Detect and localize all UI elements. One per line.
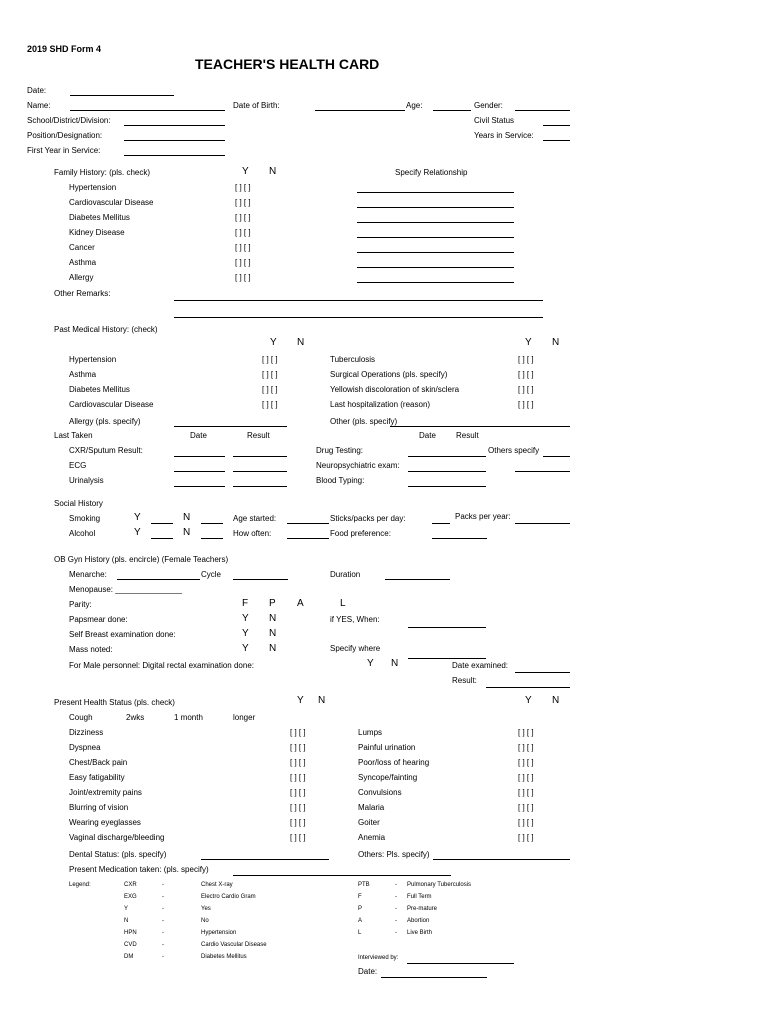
- family-history-title: Family History: (pls. check): [54, 168, 151, 177]
- checkbox-pair[interactable]: [ ] [ ]: [518, 773, 534, 782]
- legend-meaning: Hypertension: [201, 930, 237, 936]
- phs-item-label: Malaria: [358, 803, 385, 812]
- papsmear-label: Papsmear done:: [69, 615, 128, 624]
- legend-dash: -: [162, 942, 164, 948]
- checkbox-pair[interactable]: [ ] [ ]: [290, 788, 306, 797]
- checkbox-pair[interactable]: [ ] [ ]: [262, 355, 278, 364]
- checkbox-pair[interactable]: [ ] [ ]: [518, 788, 534, 797]
- interviewed-by-field[interactable]: [407, 963, 514, 964]
- drug-testing-label: Drug Testing:: [316, 446, 363, 455]
- relationship-field[interactable]: [357, 252, 514, 253]
- if-yes-field[interactable]: [408, 627, 486, 628]
- school-field[interactable]: [124, 125, 225, 126]
- legend-abbr: HPN: [124, 930, 137, 936]
- legend-meaning: Chest X-ray: [201, 882, 233, 888]
- other-label: Other (pls. specify): [330, 417, 398, 426]
- legend-dash: -: [162, 894, 164, 900]
- gender-label: Gender:: [474, 101, 503, 110]
- phs-item-label: Easy fatigability: [69, 773, 125, 782]
- phs-item-label: Goiter: [358, 818, 380, 827]
- checkbox-pair[interactable]: [ ] [ ]: [290, 728, 306, 737]
- family-item-label: Diabetes Mellitus: [69, 213, 130, 222]
- smoking-y-field[interactable]: [151, 523, 173, 524]
- pmh-item-label: Surgical Operations (pls. specify): [330, 370, 448, 379]
- age-field[interactable]: [433, 110, 471, 111]
- if-yes-label: if YES, When:: [330, 615, 380, 624]
- others-specify-label: Others specify: [488, 446, 540, 455]
- checkbox-pair[interactable]: [ ] [ ]: [518, 833, 534, 842]
- present-medication-label: Present Medication taken: (pls. specify): [69, 865, 209, 874]
- food-preference-label: Food preference:: [330, 529, 391, 538]
- result-header: Result: [247, 431, 270, 440]
- legend-meaning: Yes: [201, 906, 211, 912]
- ob-gyn-title: OB Gyn History (pls. encircle) (Female Teachers): [54, 555, 229, 564]
- position-label: Position/Designation:: [27, 131, 103, 140]
- position-field[interactable]: [124, 140, 225, 141]
- footer-date-field[interactable]: [381, 977, 487, 978]
- legend-abbr: P: [358, 906, 363, 912]
- family-item-label: Asthma: [69, 258, 97, 267]
- relationship-field[interactable]: [357, 222, 514, 223]
- checkbox-pair[interactable]: [ ] [ ]: [235, 258, 251, 267]
- checkbox-pair[interactable]: [ ] [ ]: [518, 818, 534, 827]
- legend-abbr: L: [358, 930, 362, 936]
- family-n-header: N: [269, 166, 277, 177]
- pmh-n-header: N: [552, 337, 560, 348]
- legend-abbr: DM: [124, 954, 134, 960]
- parity-l: L: [340, 598, 346, 609]
- other-field[interactable]: [390, 426, 570, 427]
- food-preference-field[interactable]: [432, 538, 487, 539]
- checkbox-pair[interactable]: [ ] [ ]: [235, 213, 251, 222]
- phs-y-header: Y: [297, 695, 304, 706]
- form-number: 2019 SHD Form 4: [27, 44, 102, 54]
- checkbox-pair[interactable]: [ ] [ ]: [290, 758, 306, 767]
- legend-dash: -: [395, 918, 397, 924]
- family-item-label: Cardiovascular Disease: [69, 198, 154, 207]
- checkbox-pair[interactable]: [ ] [ ]: [290, 833, 306, 842]
- packs-year-field[interactable]: [515, 523, 570, 524]
- legend-dash: -: [162, 906, 164, 912]
- family-item-label: Hypertension: [69, 183, 117, 192]
- last-taken-label: CXR/Sputum Result:: [69, 446, 143, 455]
- phs-item-label: Dizziness: [69, 728, 104, 737]
- breast-exam-n: N: [269, 628, 277, 639]
- papsmear-y: Y: [242, 613, 249, 624]
- parity-p: P: [269, 598, 276, 609]
- legend-meaning: No: [201, 918, 209, 924]
- legend-meaning: Pulmonary Tuberculosis: [407, 882, 472, 888]
- name-field[interactable]: [70, 110, 225, 111]
- date-label: Date:: [27, 86, 47, 95]
- dental-status-field[interactable]: [201, 859, 329, 860]
- school-label: School/District/Division:: [27, 116, 111, 125]
- neuro-exam-label: Neuropsychiatric exam:: [316, 461, 400, 470]
- how-often-field[interactable]: [287, 538, 329, 539]
- checkbox-pair[interactable]: [ ] [ ]: [235, 228, 251, 237]
- mass-noted-n: N: [269, 643, 277, 654]
- past-medical-history-title: Past Medical History: (check): [54, 325, 158, 334]
- papsmear-n: N: [269, 613, 277, 624]
- relationship-field[interactable]: [357, 267, 514, 268]
- pmh-item-label: Hypertension: [69, 355, 117, 364]
- specify-where-label: Specify where: [330, 644, 381, 653]
- dob-field[interactable]: [315, 110, 405, 111]
- civil-status-field[interactable]: [543, 125, 570, 126]
- blood-typing-field[interactable]: [408, 486, 486, 487]
- legend-abbr: N: [124, 918, 129, 924]
- last-taken-label: Urinalysis: [69, 476, 104, 485]
- checkbox-pair[interactable]: [ ] [ ]: [235, 243, 251, 252]
- specify-relationship-header: Specify Relationship: [395, 168, 468, 177]
- male-exam-y: Y: [367, 658, 374, 669]
- phs-item-label: Blurring of vision: [69, 803, 129, 812]
- checkbox-pair[interactable]: [ ] [ ]: [235, 273, 251, 282]
- legend-dash: -: [162, 954, 164, 960]
- last-taken-date-field[interactable]: [174, 471, 225, 472]
- others-specify-field[interactable]: [543, 456, 570, 457]
- checkbox-pair[interactable]: [ ] [ ]: [518, 385, 534, 394]
- last-taken-label: ECG: [69, 461, 87, 470]
- family-y-header: Y: [242, 166, 249, 177]
- neuro-exam-field[interactable]: [515, 471, 570, 472]
- male-exam-n: N: [391, 658, 399, 669]
- relationship-field[interactable]: [357, 192, 514, 193]
- phs-item-label: Anemia: [358, 833, 386, 842]
- family-item-label: Allergy: [69, 273, 94, 282]
- parity-f: F: [242, 598, 249, 609]
- phs-item-label: Syncope/fainting: [358, 773, 418, 782]
- pmh-item-label: Diabetes Mellitus: [69, 385, 130, 394]
- checkbox-pair[interactable]: [ ] [ ]: [518, 355, 534, 364]
- result-header: Result: [456, 431, 479, 440]
- legend-abbr: PTB: [358, 882, 370, 888]
- pmh-y-header: Y: [270, 337, 277, 348]
- alcohol-n-field[interactable]: [201, 538, 223, 539]
- legend-meaning: Live Birth: [407, 930, 433, 936]
- last-taken-title: Last Taken: [54, 431, 93, 440]
- cycle-label: Cycle: [201, 570, 222, 579]
- pmh-n-header: N: [297, 337, 305, 348]
- legend-dash: -: [395, 930, 397, 936]
- gender-field[interactable]: [515, 110, 570, 111]
- checkbox-pair[interactable]: [ ] [ ]: [290, 743, 306, 752]
- how-often-label: How often:: [233, 529, 272, 538]
- legend-dash: -: [395, 906, 397, 912]
- parity-label: Parity:: [69, 600, 92, 609]
- checkbox-pair[interactable]: [ ] [ ]: [262, 385, 278, 394]
- alcohol-label: Alcohol: [69, 529, 96, 538]
- other-remarks-label: Other Remarks:: [54, 289, 111, 298]
- breast-exam-y: Y: [242, 628, 249, 639]
- phs-item-label: Painful urination: [358, 743, 416, 752]
- date-header: Date: [419, 431, 436, 440]
- date-examined-field[interactable]: [515, 672, 570, 673]
- pmh-item-label: Last hospitalization (reason): [330, 400, 431, 409]
- male-exam-label: For Male personnel: Digital rectal examination done:: [69, 661, 254, 670]
- last-taken-result-field[interactable]: [233, 486, 287, 487]
- relationship-field[interactable]: [357, 282, 514, 283]
- dob-label: Date of Birth:: [233, 101, 280, 110]
- phs-item-label: Joint/extremity pains: [69, 788, 142, 797]
- checkbox-pair[interactable]: [ ] [ ]: [518, 728, 534, 737]
- date-header: Date: [190, 431, 207, 440]
- packs-year-label: Packs per year:: [455, 512, 511, 521]
- mass-noted-y: Y: [242, 643, 249, 654]
- drug-testing-field[interactable]: [408, 456, 486, 457]
- date-examined-label: Date examined:: [452, 661, 509, 670]
- cough-label: Cough: [69, 713, 93, 722]
- social-history-title: Social History: [54, 499, 103, 508]
- phs-y-header: Y: [525, 695, 532, 706]
- legend-meaning: Pre-mature: [407, 906, 438, 912]
- checkbox-pair[interactable]: [ ] [ ]: [262, 370, 278, 379]
- footer-date-label: Date:: [358, 967, 378, 976]
- legend-abbr: EXG: [124, 894, 137, 900]
- legend-abbr: A: [358, 918, 363, 924]
- legend-abbr: Y: [124, 906, 129, 912]
- checkbox-pair[interactable]: [ ] [ ]: [235, 183, 251, 192]
- name-label: Name:: [27, 101, 51, 110]
- family-item-label: Kidney Disease: [69, 228, 125, 237]
- legend-dash: -: [162, 882, 164, 888]
- legend-dash: -: [395, 894, 397, 900]
- legend-meaning: Electro Cardio Gram: [201, 894, 256, 900]
- pmh-y-header: Y: [525, 337, 532, 348]
- age-started-label: Age started:: [233, 514, 277, 523]
- mass-noted-label: Mass noted:: [69, 645, 113, 654]
- legend-dash: -: [162, 918, 164, 924]
- allergy-label: Allergy (pls. specify): [69, 417, 141, 426]
- smoking-label: Smoking: [69, 514, 101, 523]
- phs-item-label: Vaginal discharge/bleeding: [69, 833, 165, 842]
- last-taken-date-field[interactable]: [174, 486, 225, 487]
- date-field[interactable]: [70, 95, 174, 96]
- duration-label: Duration: [330, 570, 361, 579]
- duration-field[interactable]: [385, 579, 450, 580]
- other-remarks-field[interactable]: [174, 317, 543, 318]
- phs-n-header: N: [318, 695, 326, 706]
- menopause-label: Menopause: _______________: [69, 585, 182, 594]
- family-item-label: Cancer: [69, 243, 95, 252]
- checkbox-pair[interactable]: [ ] [ ]: [518, 743, 534, 752]
- smoking-y: Y: [134, 512, 141, 523]
- present-medication-field[interactable]: [233, 875, 451, 876]
- checkbox-pair[interactable]: [ ] [ ]: [262, 400, 278, 409]
- pmh-item-label: Cardiovascular Disease: [69, 400, 154, 409]
- legend-abbr: CXR: [124, 882, 137, 888]
- alcohol-n: N: [183, 527, 191, 538]
- legend-abbr: CVD: [124, 942, 137, 948]
- other-remarks-field[interactable]: [174, 300, 543, 301]
- years-service-field[interactable]: [543, 140, 570, 141]
- first-year-label: First Year in Service:: [27, 146, 101, 155]
- pmh-item-label: Yellowish discoloration of skin/sclera: [330, 385, 460, 394]
- phs-item-label: Convulsions: [358, 788, 402, 797]
- pmh-item-label: Tuberculosis: [330, 355, 376, 364]
- legend-meaning: Abortion: [407, 918, 430, 924]
- last-taken-result-field[interactable]: [233, 471, 287, 472]
- checkbox-pair[interactable]: [ ] [ ]: [290, 818, 306, 827]
- specify-where-field[interactable]: [408, 658, 486, 659]
- smoking-n: N: [183, 512, 191, 523]
- legend-meaning: Full Term: [407, 894, 432, 900]
- age-started-field[interactable]: [287, 523, 329, 524]
- smoking-n-field[interactable]: [201, 523, 223, 524]
- phs-n-header: N: [552, 695, 560, 706]
- neuro-exam-field[interactable]: [408, 471, 486, 472]
- legend-meaning: Cardio Vascular Disease: [201, 942, 267, 948]
- dental-status-label: Dental Status: (pls. specify): [69, 850, 167, 859]
- pmh-item-label: Asthma: [69, 370, 97, 379]
- checkbox-pair[interactable]: [ ] [ ]: [290, 803, 306, 812]
- alcohol-y-field[interactable]: [151, 538, 173, 539]
- checkbox-pair[interactable]: [ ] [ ]: [518, 400, 534, 409]
- present-health-title: Present Health Status (pls. check): [54, 698, 175, 707]
- page-title: TEACHER'S HEALTH CARD: [195, 56, 380, 72]
- checkbox-pair[interactable]: [ ] [ ]: [290, 773, 306, 782]
- checkbox-pair[interactable]: [ ] [ ]: [518, 370, 534, 379]
- others-specify-field[interactable]: [433, 859, 570, 860]
- phs-item-label: Dyspnea: [69, 743, 101, 752]
- menarche-label: Menarche:: [69, 570, 107, 579]
- cough-1month: 1 month: [174, 713, 203, 722]
- phs-item-label: Poor/loss of hearing: [358, 758, 430, 767]
- phs-item-label: Chest/Back pain: [69, 758, 128, 767]
- cough-longer: longer: [233, 713, 256, 722]
- result-label: Result:: [452, 676, 477, 685]
- menarche-field[interactable]: [117, 579, 200, 580]
- relationship-field[interactable]: [357, 237, 514, 238]
- allergy-field[interactable]: [174, 426, 287, 427]
- cycle-field[interactable]: [233, 579, 288, 580]
- legend-dash: -: [162, 930, 164, 936]
- sticks-label: Sticks/packs per day:: [330, 514, 406, 523]
- interviewed-by-label: Interviewed by:: [358, 955, 399, 961]
- civil-status-label: Civil Status: [474, 116, 515, 125]
- legend-title: Legend:: [69, 882, 91, 888]
- breast-exam-label: Self Breast examination done:: [69, 630, 176, 639]
- phs-item-label: Lumps: [358, 728, 383, 737]
- checkbox-pair[interactable]: [ ] [ ]: [518, 758, 534, 767]
- checkbox-pair[interactable]: [ ] [ ]: [518, 803, 534, 812]
- years-service-label: Years in Service:: [474, 131, 534, 140]
- blood-typing-label: Blood Typing:: [316, 476, 365, 485]
- legend-abbr: F: [358, 894, 362, 900]
- age-label: Age:: [406, 101, 423, 110]
- legend-meaning: Diabetes Mellitus: [201, 954, 247, 960]
- parity-a: A: [297, 598, 304, 609]
- last-taken-date-field[interactable]: [174, 456, 225, 457]
- first-year-field[interactable]: [124, 155, 225, 156]
- cough-2wks: 2wks: [126, 713, 145, 722]
- sticks-field[interactable]: [432, 523, 450, 524]
- alcohol-y: Y: [134, 527, 141, 538]
- phs-item-label: Wearing eyeglasses: [69, 818, 141, 827]
- last-taken-result-field[interactable]: [233, 456, 287, 457]
- others-specify-label: Others: Pls. specify): [358, 850, 430, 859]
- checkbox-pair[interactable]: [ ] [ ]: [235, 198, 251, 207]
- result-field[interactable]: [486, 687, 570, 688]
- legend-dash: -: [395, 882, 397, 888]
- relationship-field[interactable]: [357, 207, 514, 208]
